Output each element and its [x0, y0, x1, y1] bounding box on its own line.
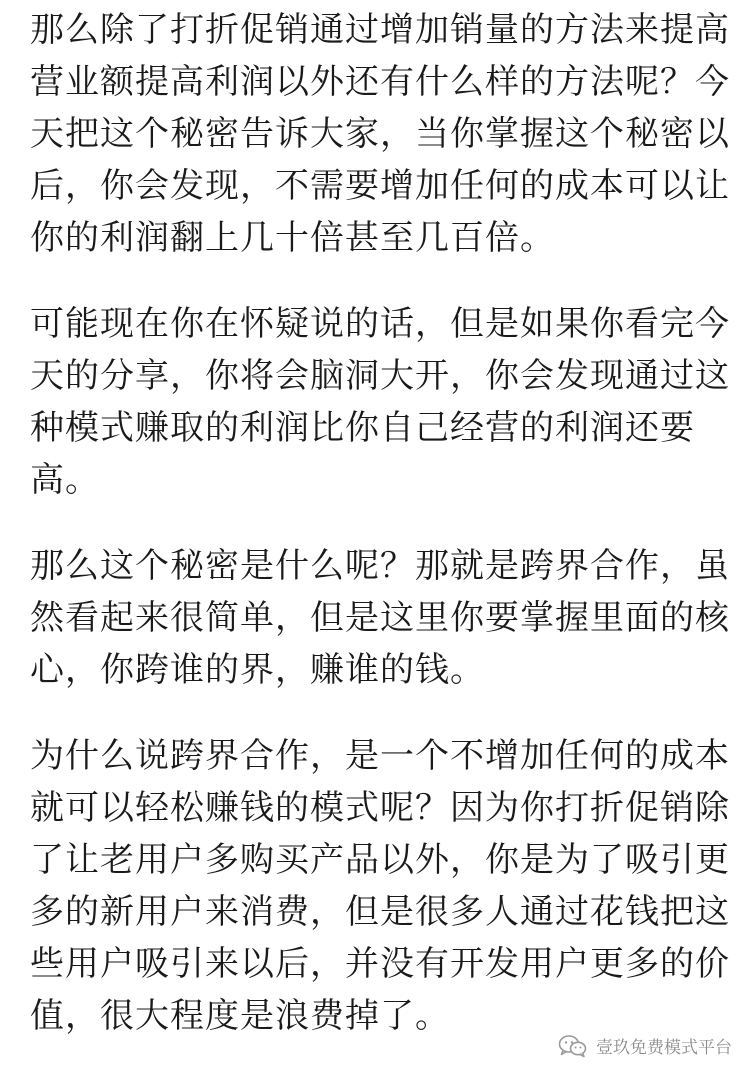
- text-line: 种模式赚取的利润比你自己经营的利润还要: [30, 408, 695, 448]
- text-line: 多的新用户来消费，但是很多人通过花钱把这: [30, 892, 730, 932]
- text-line: 高。: [30, 460, 100, 500]
- paragraph-3: [30, 540, 730, 696]
- text-line: 心，你跨谁的界，赚谁的钱。: [30, 650, 485, 690]
- article-body: [30, 4, 730, 1076]
- text-line: 你的利润翻上几十倍甚至几百倍。: [30, 218, 555, 258]
- text-line: 值，很大程度是浪费掉了。: [30, 996, 450, 1036]
- paragraph-4: [30, 730, 730, 1042]
- text-line: 那么这个秘密是什么呢？那就是跨界合作，虽: [30, 546, 730, 586]
- text-line: 营业额提高利润以外还有什么样的方法呢？今: [30, 62, 730, 102]
- watermark-text: 壹玖免费模式平台: [596, 1038, 732, 1058]
- text-line: 了让老用户多购买产品以外，你是为了吸引更: [30, 840, 730, 880]
- text-line: 然看起来很简单，但是这里你要掌握里面的核: [30, 598, 730, 638]
- text-line: 天把这个秘密告诉大家，当你掌握这个秘密以: [30, 114, 730, 154]
- text-line: 可能现在你在怀疑说的话，但是如果你看完今: [30, 304, 730, 344]
- text-line: 那么除了打折促销通过增加销量的方法来提高: [30, 10, 730, 50]
- text-line: 天的分享，你将会脑洞大开，你会发现通过这: [30, 356, 730, 396]
- wechat-icon: [558, 1034, 588, 1058]
- text-line: 后，你会发现，不需要增加任何的成本可以让: [30, 166, 730, 206]
- text-line: 为什么说跨界合作，是一个不增加任何的成本: [30, 736, 730, 776]
- paragraph-2: [30, 298, 730, 506]
- text-line: 些用户吸引来以后，并没有开发用户更多的价: [30, 944, 730, 984]
- paragraph-1: [30, 4, 730, 264]
- watermark: [558, 1033, 732, 1058]
- text-line: 就可以轻松赚钱的模式呢？因为你打折促销除: [30, 788, 730, 828]
